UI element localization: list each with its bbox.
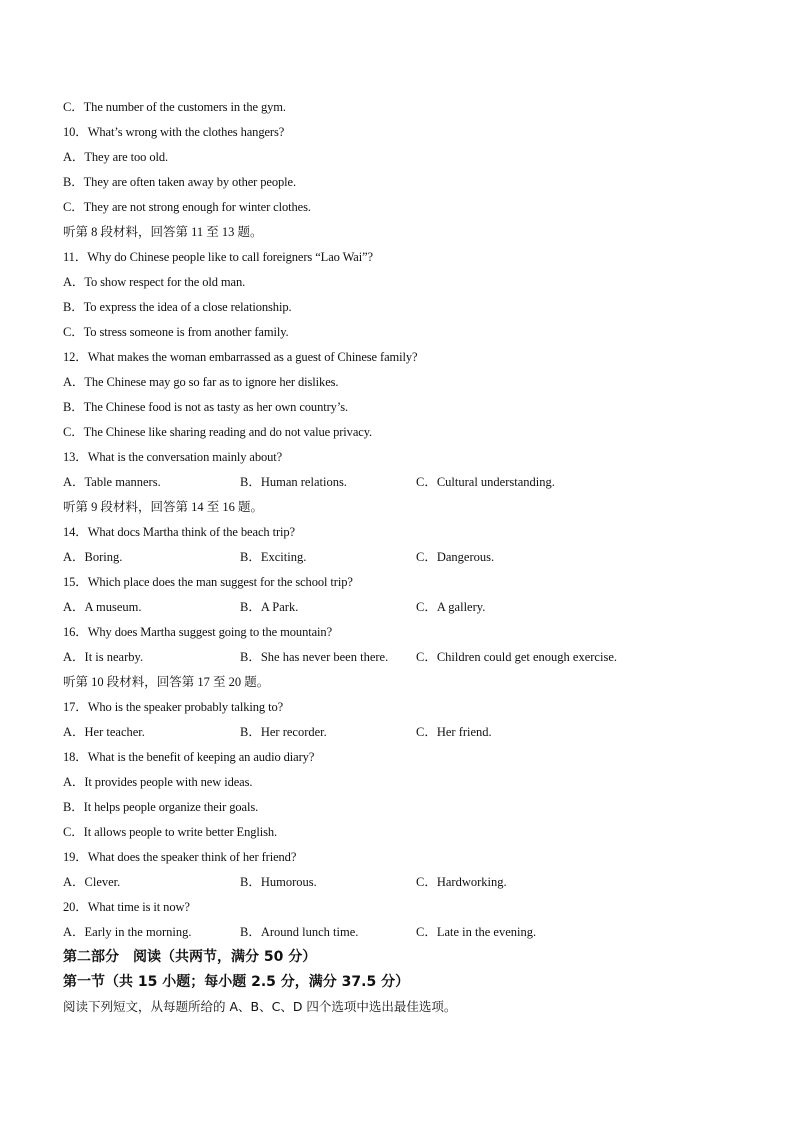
options-17 bbox=[63, 722, 753, 747]
option-12b: B．The Chinese food is not as tasty as her own country’s. bbox=[63, 400, 348, 414]
option-20c: C．Late in the evening. bbox=[416, 925, 537, 939]
question-20: 20．What time is it now? bbox=[63, 900, 190, 914]
reading-instruction: 阅读下列短文，从每题所给的 A、B、C、D 四个选项中选出最佳选项。 bbox=[63, 999, 457, 1014]
question-18: 18．What is the benefit of keeping an audio diary? bbox=[63, 750, 315, 764]
question-14: 14．What docs Martha think of the beach trip? bbox=[63, 525, 295, 539]
listening-instruction-8: 听第 8 段材料，回答第 11 至 13 题。 bbox=[63, 225, 263, 239]
question-12: 12．What makes the woman embarrassed as a guest of Chinese family? bbox=[63, 350, 418, 364]
option-10b: B．They are often taken away by other people. bbox=[63, 175, 297, 189]
options-13 bbox=[63, 472, 753, 497]
exam-content bbox=[63, 97, 753, 1022]
option-19b: B．Humorous. bbox=[240, 875, 317, 889]
option-17c: C．Her friend. bbox=[416, 725, 492, 739]
question-10: 10．What’s wrong with the clothes hangers? bbox=[63, 125, 285, 139]
option-15a: A．A museum. bbox=[63, 600, 142, 614]
option-18a: A．It provides people with new ideas. bbox=[63, 775, 253, 789]
question-17: 17．Who is the speaker probably talking to? bbox=[63, 700, 284, 714]
options-16 bbox=[63, 647, 753, 672]
option-16b: B．She has never been there. bbox=[240, 650, 389, 664]
option-13b: B．Human relations. bbox=[240, 475, 347, 489]
option-14b: B．Exciting. bbox=[240, 550, 307, 564]
part-two-heading: 第二部分 阅读（共两节，满分 50 分） bbox=[63, 949, 317, 965]
option-20a: A．Early in the morning. bbox=[63, 925, 192, 939]
question-11: 11．Why do Chinese people like to call foreigners “Lao Wai”? bbox=[63, 250, 374, 264]
option-18c: C．It allows people to write better English. bbox=[63, 825, 278, 839]
option-16a: A．It is nearby. bbox=[63, 650, 144, 664]
option-17a: A．Her teacher. bbox=[63, 725, 145, 739]
option-11b: B．To express the idea of a close relationship. bbox=[63, 300, 292, 314]
option-14c: C．Dangerous. bbox=[416, 550, 495, 564]
section-one-heading: 第一节（共 15 小题；每小题 2.5 分，满分 37.5 分） bbox=[63, 974, 410, 990]
option-11c: C．To stress someone is from another family. bbox=[63, 325, 289, 339]
option-15b: B．A Park. bbox=[240, 600, 299, 614]
options-20 bbox=[63, 922, 753, 947]
question-15: 15．Which place does the man suggest for the school trip? bbox=[63, 575, 353, 589]
option-20b: B．Around lunch time. bbox=[240, 925, 359, 939]
option-13a: A．Table manners. bbox=[63, 475, 161, 489]
option-18b: B．It helps people organize their goals. bbox=[63, 800, 259, 814]
option-12c: C．The Chinese like sharing reading and do not value privacy. bbox=[63, 425, 373, 439]
option-17b: B．Her recorder. bbox=[240, 725, 327, 739]
option-13c: C．Cultural understanding. bbox=[416, 475, 555, 489]
option-19a: A．Clever. bbox=[63, 875, 121, 889]
question-13: 13．What is the conversation mainly about? bbox=[63, 450, 283, 464]
option-12a: A．The Chinese may go so far as to ignore her dislikes. bbox=[63, 375, 339, 389]
options-14 bbox=[63, 547, 753, 572]
options-15 bbox=[63, 597, 753, 622]
option-10a: A．They are too old. bbox=[63, 150, 169, 164]
question-16: 16．Why does Martha suggest going to the mountain? bbox=[63, 625, 333, 639]
option-9c: C．The number of the customers in the gym. bbox=[63, 100, 286, 114]
question-19: 19．What does the speaker think of her friend? bbox=[63, 850, 297, 864]
option-16c: C．Children could get enough exercise. bbox=[416, 650, 617, 664]
option-19c: C．Hardworking. bbox=[416, 875, 507, 889]
listening-instruction-9: 听第 9 段材料，回答第 14 至 16 题。 bbox=[63, 500, 264, 514]
option-15c: C．A gallery. bbox=[416, 600, 486, 614]
options-19 bbox=[63, 872, 753, 897]
option-14a: A．Boring. bbox=[63, 550, 123, 564]
option-10c: C．They are not strong enough for winter clothes. bbox=[63, 200, 311, 214]
listening-instruction-10: 听第 10 段材料，回答第 17 至 20 题。 bbox=[63, 675, 270, 689]
option-11a: A．To show respect for the old man. bbox=[63, 275, 246, 289]
